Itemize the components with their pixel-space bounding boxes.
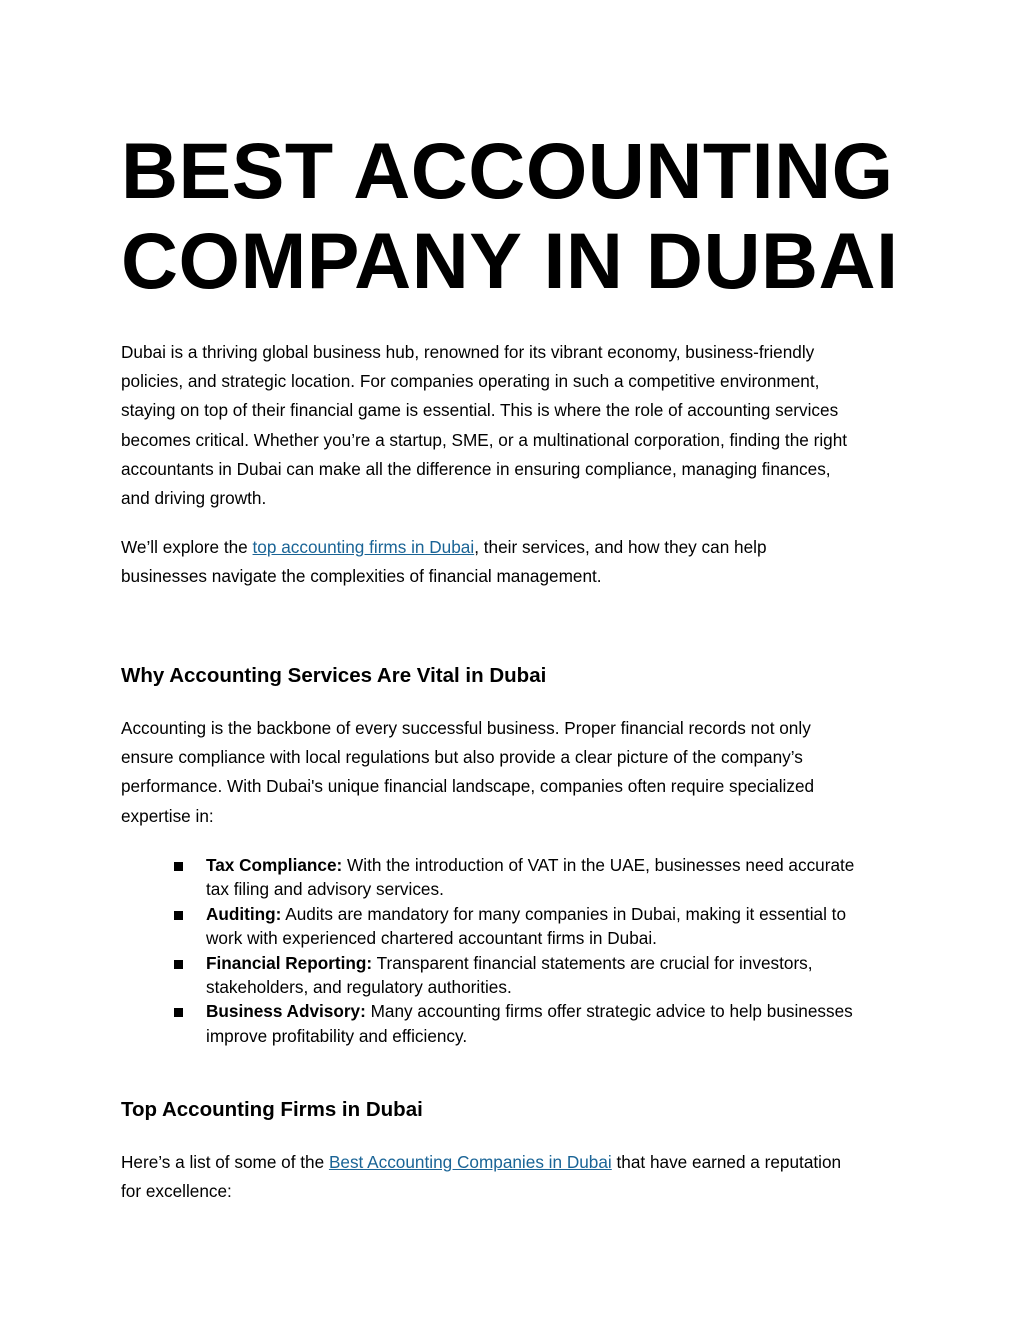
section-heading-why: Why Accounting Services Are Vital in Dubai bbox=[121, 664, 547, 687]
top-accounting-firms-link[interactable]: top accounting firms in Dubai bbox=[252, 537, 475, 557]
intro-line: policies, and strategic location. For companies operating in such a competitive environment, bbox=[121, 371, 820, 392]
best-accounting-companies-link[interactable]: Best Accounting Companies in Dubai bbox=[328, 1152, 612, 1172]
bullet-line-1 bbox=[206, 999, 911, 1023]
intro-paragraph bbox=[121, 338, 911, 513]
square-bullet-icon bbox=[174, 862, 183, 871]
intro-line: becomes critical. Whether you’re a startup, SME, or a multinational corporation, finding the right bbox=[121, 429, 848, 450]
page-title bbox=[121, 126, 899, 306]
list-item bbox=[121, 999, 911, 1048]
explore-text-before: We’ll explore the bbox=[121, 537, 253, 557]
bullet-label: Financial Reporting: bbox=[206, 952, 373, 973]
bullet-line-2: improve profitability and efficiency. bbox=[206, 1025, 468, 1046]
why-paragraph bbox=[121, 714, 911, 831]
explore-line-2: businesses navigate the complexities of financial management. bbox=[121, 566, 602, 587]
intro-line: and driving growth. bbox=[121, 488, 267, 509]
bullet-line-1 bbox=[206, 951, 911, 975]
bullet-label: Business Advisory: bbox=[206, 1001, 366, 1022]
bullet-label: Auditing: bbox=[206, 903, 282, 924]
top-firms-line-1 bbox=[121, 1148, 911, 1177]
top-firms-text-before: Here’s a list of some of the bbox=[121, 1152, 329, 1172]
section-heading-top-firms: Top Accounting Firms in Dubai bbox=[121, 1098, 423, 1121]
list-item bbox=[121, 951, 911, 1000]
bullet-line-2: stakeholders, and regulatory authorities. bbox=[206, 977, 512, 998]
why-line: ensure compliance with local regulations but also provide a clear picture of the company’s bbox=[121, 747, 803, 768]
list-item bbox=[121, 853, 911, 902]
why-line: Accounting is the backbone of every successful business. Proper financial records not only bbox=[121, 718, 811, 738]
square-bullet-icon bbox=[174, 911, 183, 920]
bullet-text: Many accounting firms offer strategic advice to help businesses bbox=[365, 1001, 853, 1022]
explore-text-after: , their services, and how they can help bbox=[474, 537, 767, 557]
intro-line: staying on top of their financial game is essential. This is where the role of accounting services bbox=[121, 400, 839, 421]
title-line-1: BEST ACCOUNTING bbox=[121, 126, 894, 215]
why-line: performance. With Dubai's unique financial landscape, companies often require specialized bbox=[121, 776, 815, 797]
top-firms-text-after: that have earned a reputation bbox=[611, 1152, 842, 1172]
bullet-label: Tax Compliance: bbox=[206, 855, 343, 875]
title-line-2: COMPANY IN DUBAI bbox=[121, 216, 899, 305]
why-line: expertise in: bbox=[121, 805, 214, 826]
list-item bbox=[121, 902, 911, 951]
square-bullet-icon bbox=[174, 960, 183, 969]
explore-line-1 bbox=[121, 533, 911, 562]
top-firms-line-2: for excellence: bbox=[121, 1181, 232, 1202]
intro-line: Dubai is a thriving global business hub, renowned for its vibrant economy, business-friendly bbox=[121, 342, 815, 362]
bullet-text: Transparent financial statements are crucial for investors, bbox=[372, 952, 813, 973]
top-firms-paragraph bbox=[121, 1148, 911, 1206]
bullet-line-2: work with experienced chartered accountant firms in Dubai. bbox=[206, 928, 657, 949]
intro-line: accountants in Dubai can make all the difference in ensuring compliance, managing finances, bbox=[121, 458, 831, 479]
expertise-list bbox=[121, 853, 911, 1048]
bullet-line-1 bbox=[206, 902, 911, 926]
bullet-line-1 bbox=[206, 853, 911, 877]
bullet-text: Audits are mandatory for many companies in Dubai, making it essential to bbox=[281, 903, 847, 924]
bullet-text: With the introduction of VAT in the UAE, businesses need accurate bbox=[342, 855, 855, 875]
explore-paragraph bbox=[121, 533, 911, 591]
square-bullet-icon bbox=[174, 1008, 183, 1017]
bullet-line-2: tax filing and advisory services. bbox=[206, 879, 444, 900]
